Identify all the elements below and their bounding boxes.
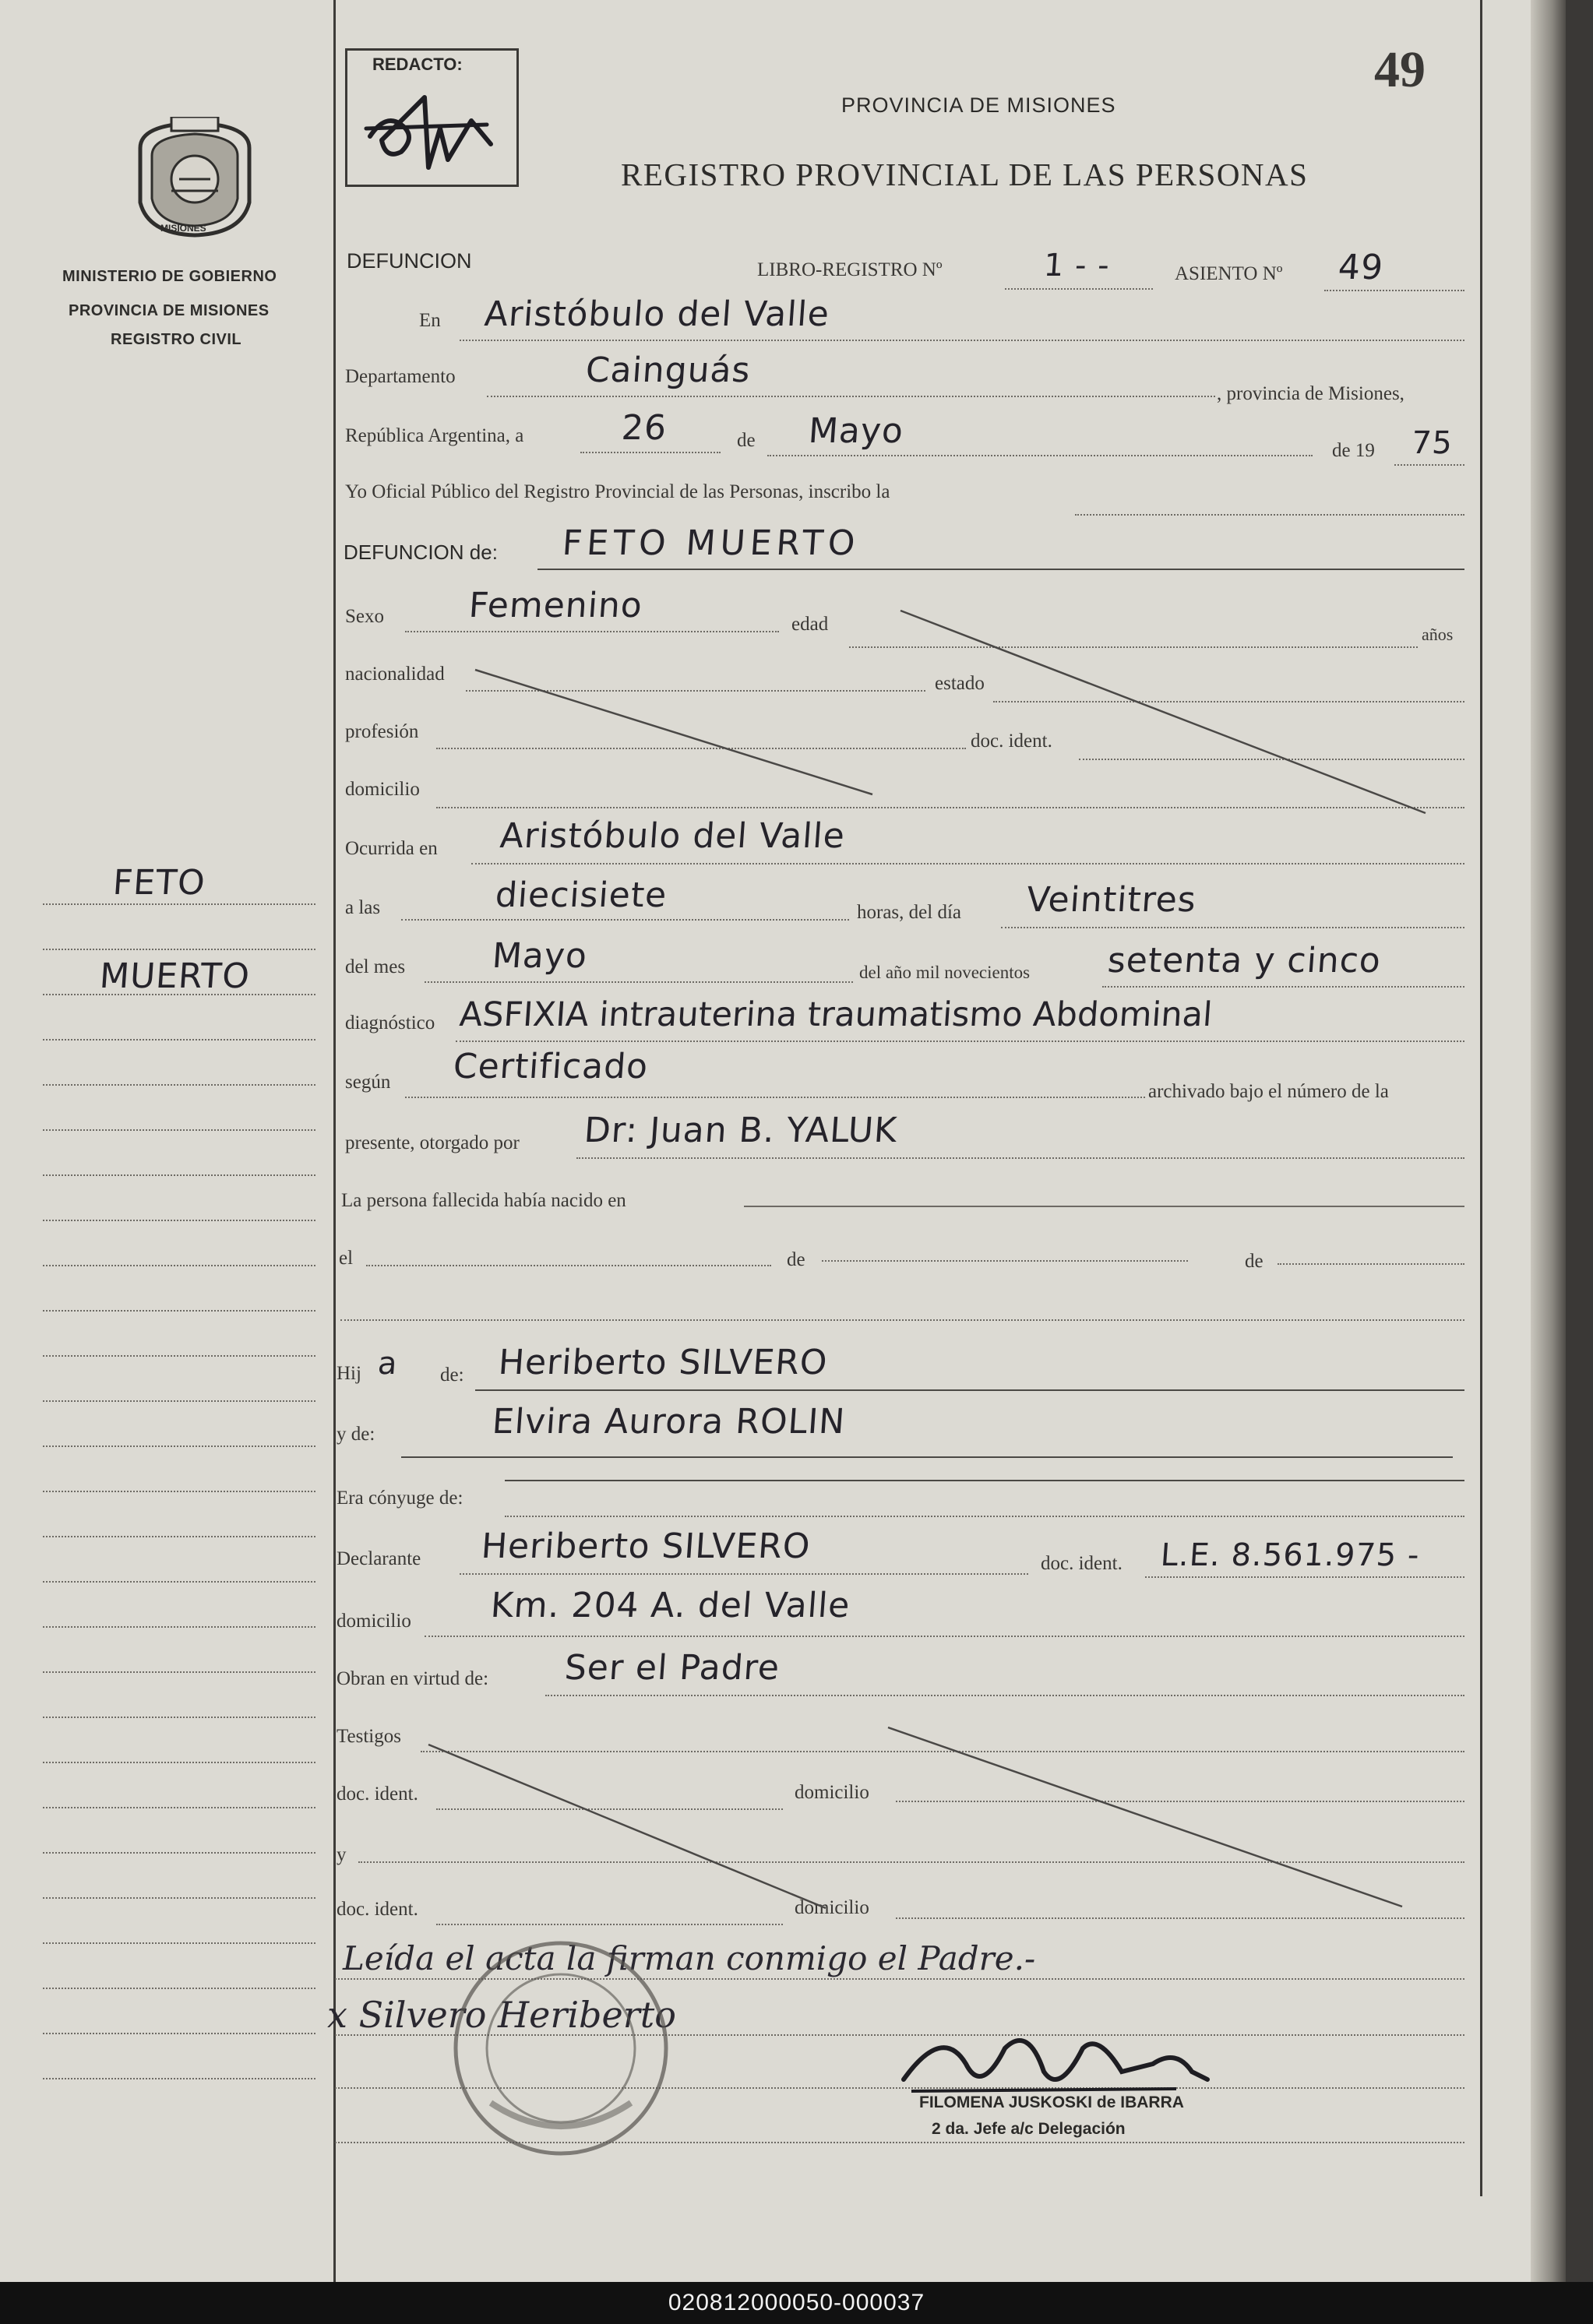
line-departamento [487,396,1215,397]
line-segun [405,1097,1145,1098]
label-doc-ident-testigo-1: doc. ident. [337,1783,418,1805]
label-anos: años [1422,625,1454,644]
label-domicilio-testigo-2: domicilio [795,1897,869,1918]
line-ano [1394,464,1464,466]
sidebar-rule [43,1174,315,1176]
label-de-mes: de [737,430,756,451]
sidebar-rule [43,1762,315,1763]
line-padre [475,1389,1464,1391]
value-del-dia: Veintitres [1025,880,1198,920]
value-ocurrida-en: Aristóbulo del Valle [499,816,847,856]
sidebar-rule [43,1084,315,1086]
line-declarante-doc [1145,1576,1464,1578]
sidebar-rule [43,949,315,950]
label-y-testigo: y [337,1844,347,1865]
sidebar-rule [43,1671,315,1673]
sidebar-rule [43,1581,315,1583]
label-domicilio-declarante: domicilio [337,1611,411,1632]
libro-number: 1 - - [1042,248,1112,283]
margin-note-muerto: MUERTO [98,956,252,996]
line-dia [580,452,721,453]
value-a-las: diecisiete [494,875,668,915]
sidebar-rule [43,2078,315,2079]
value-mes: Mayo [807,411,905,451]
sidebar-rule [43,1626,315,1628]
sidebar-rule [43,1942,315,1944]
value-del-ano: setenta y cinco [1106,941,1383,981]
label-obran: Obran en virtud de: [337,1668,489,1689]
label-defuncion-de: DEFUNCION de: [344,541,498,564]
label-profesion: profesión [345,721,419,742]
testigos-strikethrough [405,1721,1496,1924]
value-defuncion-de: FETO MUERTO [561,523,862,563]
sidebar-rule [43,2033,315,2034]
label-del-mes: del mes [345,956,406,977]
sidebar-rule [43,1220,315,1221]
value-departamento: Cainguás [584,350,752,390]
line-otorgado-por [576,1157,1464,1159]
redacto-label: REDACTO: [372,55,463,74]
closing-line: Leída el acta la firman conmigo el Padre.- [343,1939,1036,1977]
value-otorgado-por: Dr: Juan B. YALUK [583,1111,899,1150]
label-a-las: a las [345,897,381,918]
asiento-line [1324,290,1464,291]
label-diagnostico: diagnóstico [345,1012,435,1033]
seal-text: MISIONES [160,223,206,234]
line-nacimiento-extra [340,1319,1464,1321]
line-el [366,1265,771,1266]
sidebar-rule [43,1355,315,1357]
sidebar-rule [43,1400,315,1402]
strikethrough-marks [436,592,1593,826]
line-a-las [401,919,849,921]
sidebar-rule [43,1988,315,1989]
label-provincia: , provincia de Misiones, [1217,383,1404,404]
value-hij-suffix: a [376,1346,400,1382]
label-del-ano: del año mil novecientos [859,963,1031,982]
footer-document-id: 020812000050-000037 [668,2290,925,2315]
label-edad: edad [791,614,829,635]
label-estado: estado [935,673,985,694]
libro-line [1005,288,1153,290]
value-declarante-doc: L.E. 8.561.975 - [1159,1537,1422,1573]
value-localidad: Aristóbulo del Valle [483,294,831,334]
line-persona-nacido [744,1206,1464,1207]
line-declarante-domicilio [425,1636,1464,1637]
value-madre: Elvira Aurora ROLIN [491,1402,847,1442]
label-doc-ident-testigo-2: doc. ident. [337,1899,418,1920]
sidebar-line-provincia: PROVINCIA DE MISIONES [69,302,270,319]
value-padre: Heriberto SILVERO [497,1343,830,1382]
label-asiento: ASIENTO Nº [1175,263,1283,284]
label-sexo: Sexo [345,606,384,627]
value-dia: 26 [620,408,668,448]
value-ano: 75 [1410,425,1454,461]
line-diagnostico [456,1041,1464,1042]
header-registry: REGISTRO PROVINCIAL DE LAS PERSONAS [621,157,1309,192]
sidebar-rule [43,1129,315,1131]
sidebar-rule [43,1039,315,1041]
value-obran: Ser el Padre [563,1648,781,1688]
value-diagnostico: ASFIXIA intrauterina traumatismo Abdominal [458,995,1214,1034]
label-conyuge: Era cónyuge de: [337,1488,463,1509]
sidebar-line-ministerio: MINISTERIO DE GOBIERNO [62,268,277,285]
line-doc-ident-testigo-2 [436,1924,783,1925]
left-margin-rule [333,0,336,2282]
line-mes [767,455,1313,456]
label-de-nacimiento-2: de [1245,1251,1263,1272]
line-de-nacimiento-1 [822,1260,1188,1262]
label-de-19: de 19 [1332,440,1375,461]
label-hij-de: de: [440,1364,464,1386]
label-doc-ident-fallecido: doc. ident. [971,731,1052,752]
line-de-nacimiento-2 [1278,1263,1464,1265]
sidebar-rule [43,994,315,995]
label-hij: Hij [337,1363,361,1384]
page-number: 49 [1374,41,1426,98]
label-archivado: archivado bajo el número de la [1148,1081,1389,1102]
value-sexo: Femenino [467,586,644,625]
label-republica: República Argentina, a [345,425,524,446]
label-en: En [419,310,441,331]
line-defuncion-de [537,569,1464,570]
label-horas-del-dia: horas, del día [857,902,961,923]
label-testigos: Testigos [337,1726,401,1747]
label-domicilio-testigo-1: domicilio [795,1782,869,1803]
line-madre [401,1456,1453,1458]
line-del-ano [1102,986,1464,988]
header-province: PROVINCIA DE MISIONES [841,93,1116,117]
sidebar-rule [43,903,315,905]
sidebar-line-registro: REGISTRO CIVIL [111,331,242,348]
official-round-seal [444,1931,678,2165]
line-conyuge [505,1480,1464,1481]
sidebar-rule [43,1852,315,1854]
sidebar-rule [43,1536,315,1537]
label-doc-ident-declarante: doc. ident. [1041,1553,1123,1574]
sidebar-rule [43,1717,315,1718]
label-el: el [339,1248,354,1269]
page-edge [1531,0,1566,2282]
line-yo-oficial [1075,514,1464,516]
sidebar-rule [43,1897,315,1899]
label-ocurrida-en: Ocurrida en [345,838,438,859]
sidebar-rule [43,1807,315,1808]
label-segun: según [345,1072,391,1093]
redacto-initials-signature [354,82,510,183]
declarante-signature: x Silvero Heriberto [327,1994,676,2036]
line-del-dia [1001,927,1464,928]
label-libro-registro: LIBRO-REGISTRO Nº [757,259,943,280]
value-declarante: Heriberto SILVERO [480,1526,812,1566]
line-obran [545,1695,1464,1696]
line-conyuge-2 [505,1516,1464,1517]
label-de-nacimiento-1: de [787,1249,805,1270]
margin-note-feto: FETO [111,863,207,903]
label-persona-nacido: La persona fallecida había nacido en [341,1190,626,1211]
line-declarante [460,1573,1028,1575]
sidebar-rule [43,1491,315,1492]
asiento-number: 49 [1337,248,1385,287]
value-del-mes: Mayo [491,936,589,976]
official-name: FILOMENA JUSKOSKI de IBARRA [919,2093,1184,2111]
line-ocurrida-en [471,863,1464,864]
label-domicilio-fallecido: domicilio [345,779,420,800]
label-declarante: Declarante [337,1548,421,1569]
line-en [460,340,1464,341]
label-nacionalidad: nacionalidad [345,664,445,685]
label-defuncion: DEFUNCION [347,249,472,273]
label-presente: presente, otorgado por [345,1132,520,1153]
sidebar-rule [43,1265,315,1266]
sidebar-rule [43,1445,315,1447]
official-title: 2 da. Jefe a/c Delegación [932,2120,1126,2138]
line-del-mes [425,981,853,983]
value-declarante-domicilio: Km. 204 A. del Valle [489,1586,852,1625]
sidebar-rule [43,1310,315,1312]
label-y-de: y de: [337,1424,375,1445]
label-yo-oficial: Yo Oficial Público del Registro Provincial de las Personas, inscribo la [345,481,890,502]
value-segun: Certificado [452,1047,650,1086]
label-departamento: Departamento [345,366,456,387]
